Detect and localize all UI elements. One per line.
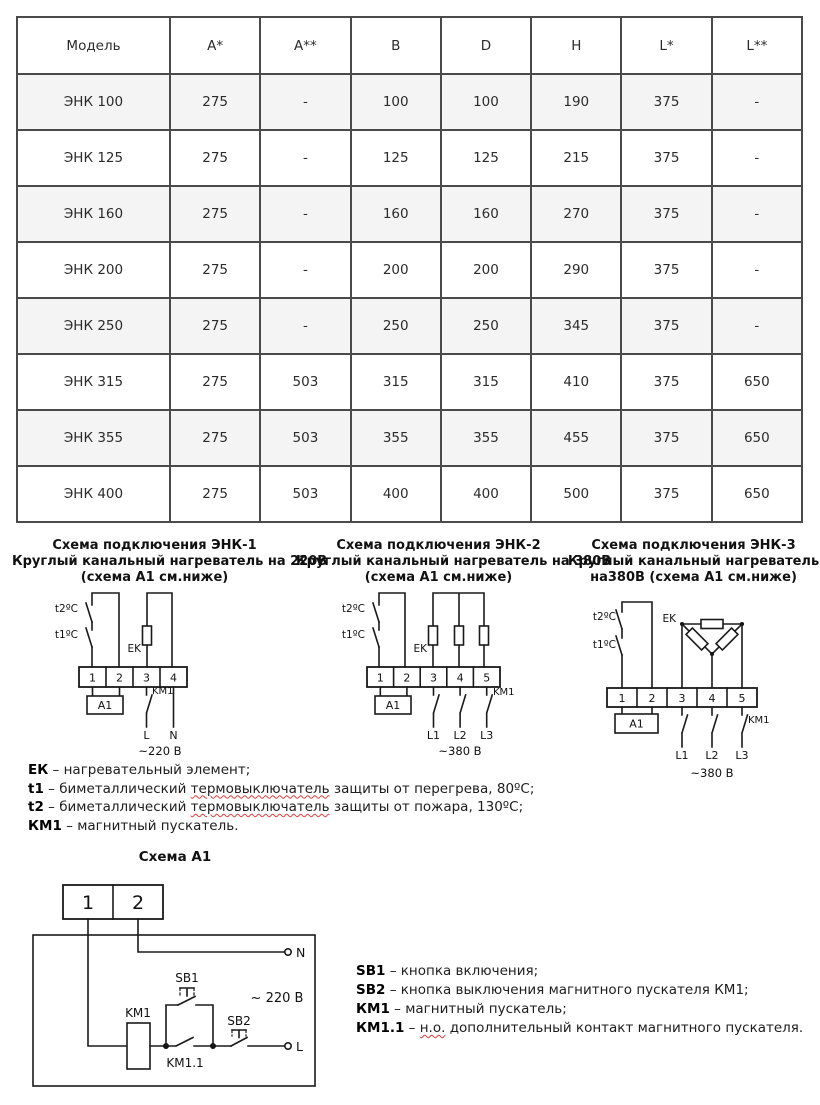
terminal-label: 1 [81, 892, 95, 914]
cell: 100 [441, 74, 531, 130]
cell: 375 [621, 74, 711, 130]
legend-item-sb1 [356, 962, 803, 981]
legend-item-km11 [356, 1019, 803, 1038]
legend-text: нагревательный элемент; [63, 762, 251, 778]
phase-l-label: L [296, 1039, 303, 1054]
cell: 355 [441, 410, 531, 466]
legend-item-t1 [28, 780, 534, 799]
legend-sep: – [48, 762, 64, 778]
a1-label: А1 [385, 699, 401, 712]
km1-contact-symbol [460, 687, 466, 727]
legend-misspelled-word: термовыключатель [190, 780, 330, 797]
cell: 503 [260, 410, 350, 466]
cell: 650 [712, 466, 802, 522]
voltage-label: ~380 В [438, 744, 482, 758]
cell: 275 [170, 410, 260, 466]
terminal-label: 1 [376, 671, 384, 685]
terminal-label: 3 [143, 671, 150, 685]
terminal-label: 2 [648, 692, 656, 705]
cell: 275 [170, 242, 260, 298]
cell: 410 [531, 354, 621, 410]
cell: 250 [351, 298, 441, 354]
legend-term: t1 [28, 780, 44, 797]
col-header-model: Модель [17, 17, 170, 74]
ek-label: EK [413, 643, 427, 655]
cell-model: ЭНК 315 [17, 354, 170, 410]
cell: - [712, 186, 802, 242]
enk1-wires [79, 593, 187, 727]
title-line: Круглый канальный нагреватель [567, 554, 820, 569]
legend-item-km1 [28, 817, 534, 836]
table-row [17, 242, 802, 298]
legend-text: биметаллический [59, 799, 191, 815]
km1-contact-symbol [682, 707, 688, 747]
cell: - [260, 298, 350, 354]
terminal-label: 3 [678, 692, 686, 705]
km1-contact-symbol [712, 707, 718, 747]
legend-term: SB2 [356, 982, 386, 998]
km1-label: KM1 [493, 687, 515, 698]
cell: - [712, 242, 802, 298]
cell: - [260, 74, 350, 130]
cell: 375 [621, 242, 711, 298]
legend-sep: – [43, 799, 60, 815]
cell: 455 [531, 410, 621, 466]
title-line: Круглый канальный нагреватель на 380В [296, 554, 612, 569]
legend-item-t2 [28, 798, 534, 817]
cell: 400 [441, 466, 531, 522]
cell-model: ЭНК 160 [17, 186, 170, 242]
l-terminal-circle [285, 1043, 291, 1049]
t2-label: t2ºC [592, 611, 616, 623]
legend-text: магнитный пускатель; [405, 1001, 567, 1017]
km1-contact-symbol [742, 707, 748, 747]
phase-l-label: L [143, 729, 150, 742]
legend-text: магнитный пускатель. [77, 817, 239, 834]
cell: 315 [441, 354, 531, 410]
legend-misspelled-word: термовыключатель [190, 799, 330, 815]
cell: 190 [531, 74, 621, 130]
legend-term: t2 [28, 799, 44, 815]
title-line: (схема А1 см.ниже) [80, 570, 229, 585]
table-row [17, 298, 802, 354]
enk1-diagram-title [12, 538, 328, 586]
enk2-circuit-svg [308, 586, 586, 761]
cell-model: ЭНК 125 [17, 130, 170, 186]
terminal-label: 4 [456, 671, 464, 685]
cell-model: ЭНК 355 [17, 410, 170, 466]
a1-label: А1 [629, 717, 644, 731]
table-row [17, 410, 802, 466]
legend-text: защиты от перегрева, 80ºС; [329, 780, 535, 797]
cell: 375 [621, 354, 711, 410]
km1-label: KM1 [748, 715, 770, 726]
t1-label: t1ºC [341, 629, 365, 641]
cell: 125 [351, 130, 441, 186]
legend-sep: – [404, 1020, 420, 1036]
col-header: D [441, 17, 531, 74]
legend-term: КМ1.1 [356, 1020, 405, 1036]
title-line: Схема подключения ЭНК-3 [591, 538, 796, 553]
legend-text: кнопка выключения магнитного пускателя КМ1; [400, 982, 749, 998]
cell: 375 [621, 298, 711, 354]
cell-model: ЭНК 400 [17, 466, 170, 522]
terminal-label: 4 [170, 671, 177, 685]
cell: 200 [351, 242, 441, 298]
cell: - [260, 242, 350, 298]
voltage-label: ~220 В [138, 744, 182, 758]
km1-coil-symbol [127, 1023, 150, 1069]
terminal-label: 5 [738, 692, 746, 705]
cell-model: ЭНК 250 [17, 298, 170, 354]
voltage-label: ~ 220 В [250, 991, 304, 1006]
cell: 275 [170, 354, 260, 410]
cell: 375 [621, 186, 711, 242]
legend-item-sb2 [356, 981, 803, 1000]
terminal-label: 5 [483, 671, 491, 685]
cell: 250 [441, 298, 531, 354]
cell-model: ЭНК 100 [17, 74, 170, 130]
phase-l2-label: L2 [705, 749, 719, 762]
cell: 355 [351, 410, 441, 466]
legend-text: защиты от пожара, 130ºС; [329, 799, 524, 815]
cell: 200 [441, 242, 531, 298]
legend-text: дополнительный контакт магнитного пускателя. [445, 1020, 804, 1036]
col-header: A* [170, 17, 260, 74]
cell: 375 [621, 130, 711, 186]
cell: 125 [441, 130, 531, 186]
legend-text: биметаллический [59, 780, 191, 797]
heater-element-symbol [429, 626, 438, 645]
title-line: Схема подключения ЭНК-1 [52, 538, 257, 553]
cell: - [712, 74, 802, 130]
legend-term: КМ1 [28, 817, 62, 834]
legend-item-km1 [356, 1000, 803, 1019]
heater-element-symbol [480, 626, 489, 645]
terminal-label: 2 [131, 892, 145, 914]
t2-label: t2ºC [54, 603, 78, 615]
cell: 500 [531, 466, 621, 522]
table-header-row [17, 17, 802, 74]
t1-label: t1ºC [592, 639, 616, 651]
phase-l3-label: L3 [735, 749, 749, 762]
cell: 375 [621, 410, 711, 466]
heater-element-symbol [701, 620, 723, 629]
enk3-diagram-title [551, 538, 820, 586]
t1-label: t1ºC [54, 629, 78, 641]
n-terminal-circle [285, 949, 291, 955]
col-header: B [351, 17, 441, 74]
cell: - [260, 130, 350, 186]
km11-label: KM1.1 [166, 1056, 204, 1070]
title-line: на380В (схема А1 см.ниже) [590, 570, 797, 585]
legend-term: ЕК [28, 762, 49, 778]
a1-label: А1 [97, 699, 113, 712]
km1-label: KM1 [125, 1006, 151, 1020]
table-row [17, 466, 802, 522]
cell: 650 [712, 354, 802, 410]
cell: 275 [170, 186, 260, 242]
cell: 275 [170, 466, 260, 522]
scheme-a1-svg [15, 865, 335, 1105]
cell: 275 [170, 74, 260, 130]
component-legend [28, 761, 534, 835]
ek-label: EK [662, 613, 676, 625]
heater-element-symbol [455, 626, 464, 645]
title-line: Круглый канальный нагреватель на 220В [12, 554, 328, 569]
cell: 345 [531, 298, 621, 354]
col-header: A** [260, 17, 350, 74]
table-row [17, 130, 802, 186]
terminal-label: 2 [403, 671, 411, 685]
legend-sep: – [61, 817, 78, 834]
cell: 215 [531, 130, 621, 186]
title-line: Схема подключения ЭНК-2 [336, 538, 541, 553]
cell: - [260, 186, 350, 242]
voltage-label: ~380 В [690, 766, 734, 780]
terminal-label: 3 [430, 671, 437, 685]
km1-contact-symbol [487, 687, 493, 727]
scheme-a1-title: Схема А1 [138, 849, 212, 865]
cell: 375 [621, 466, 711, 522]
table-row [17, 74, 802, 130]
heater-element-symbol [716, 628, 738, 650]
phase-l1-label: L1 [426, 729, 441, 742]
heater-element-symbol [686, 628, 708, 650]
km1-label: KM1 [152, 686, 174, 697]
legend-sep: – [43, 780, 60, 797]
cell: 503 [260, 466, 350, 522]
cell: 160 [441, 186, 531, 242]
cell: 275 [170, 130, 260, 186]
table-row [17, 354, 802, 410]
km1-contact-symbol [434, 687, 440, 727]
phase-l3-label: L3 [480, 729, 494, 742]
terminal-label: 4 [708, 692, 716, 705]
legend-sep: – [385, 963, 401, 979]
cell: 100 [351, 74, 441, 130]
cell: - [712, 130, 802, 186]
cell: 315 [351, 354, 441, 410]
terminal-label: 1 [618, 692, 626, 705]
col-header: H [531, 17, 621, 74]
cell-model: ЭНК 200 [17, 242, 170, 298]
cell: 160 [351, 186, 441, 242]
legend-misspelled-word: н.о. [419, 1020, 446, 1036]
ek-label: EK [127, 643, 141, 655]
terminal-label: 2 [116, 671, 123, 685]
phase-l1-label: L1 [675, 749, 689, 762]
table-row [17, 186, 802, 242]
cell: 400 [351, 466, 441, 522]
terminal-label: 1 [89, 671, 96, 685]
scheme-a1-legend [356, 962, 803, 1038]
col-header: L** [712, 17, 802, 74]
neutral-label: N [296, 945, 306, 960]
heater-element-symbol [143, 626, 152, 645]
t2-label: t2ºC [341, 603, 365, 615]
cell: 650 [712, 410, 802, 466]
legend-term: КМ1 [356, 1001, 390, 1017]
sb2-label: SB2 [227, 1014, 251, 1028]
cell: 290 [531, 242, 621, 298]
enk1-circuit-svg [15, 586, 305, 761]
phase-l2-label: L2 [453, 729, 467, 742]
enk3-circuit-svg [590, 586, 815, 791]
cell: 275 [170, 298, 260, 354]
neutral-label: N [169, 729, 178, 742]
cell: 270 [531, 186, 621, 242]
legend-sep: – [389, 1001, 406, 1017]
dimensions-table [16, 16, 803, 523]
enk2-diagram-title [296, 538, 612, 586]
sb1-label: SB1 [175, 971, 199, 985]
legend-term: SB1 [356, 963, 386, 979]
col-header: L* [621, 17, 711, 74]
cell: 503 [260, 354, 350, 410]
legend-text: кнопка включения; [400, 963, 539, 979]
legend-sep: – [385, 982, 401, 998]
legend-item-ek [28, 761, 534, 780]
title-line: (схема А1 см.ниже) [364, 570, 513, 585]
cell: - [712, 298, 802, 354]
